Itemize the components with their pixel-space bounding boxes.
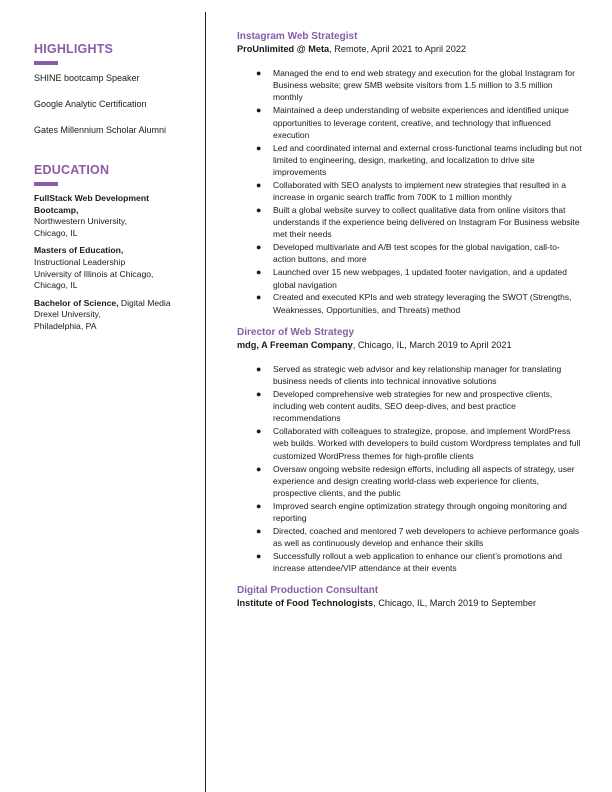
job-bullets	[256, 363, 582, 575]
job-entry	[237, 326, 582, 575]
highlights-heading-underline	[34, 61, 58, 65]
bullet-text: Successfully rollout a web application to enhance our client’s promotions and increase attendee/VIP attendance at their events	[273, 551, 563, 574]
bullet-point-icon: ●	[256, 500, 262, 511]
company-name: ProUnlimited @ Meta	[237, 44, 330, 54]
bullet-item	[256, 204, 582, 241]
bullet-text: Collaborated with colleagues to strategize, propose, and implement WordPress web builds. Worked with developers to build custom Wordpress templates and full customized WordPress themes for high-profile clients	[273, 426, 581, 461]
education-entry: Bachelor of Science, Digital Media Drexel University, Philadelphia, PA	[34, 298, 184, 333]
bullet-text: Oversaw ongoing website redesign efforts, including all aspects of strategy, user experience and design creating world-class web experience for clients, prospective clients, and the public	[273, 463, 575, 498]
bullet-item	[256, 67, 582, 104]
bullet-point-icon: ●	[256, 179, 262, 190]
bullet-text: Developed comprehensive web strategies for new and prospective clients, including web content audits, SEO deep-dives, and best practice recommendations	[273, 388, 553, 424]
job-title: Instagram Web Strategist	[237, 31, 358, 42]
bullet-text: Improved search engine optimization strategy through ongoing monitoring and reporting	[273, 500, 567, 524]
bullet-item	[256, 266, 582, 290]
highlights-heading: HIGHLIGHTS	[34, 42, 114, 56]
job-meta	[237, 339, 582, 352]
bullet-point-icon: ●	[256, 105, 262, 116]
bullet-point-icon: ●	[256, 525, 262, 536]
education-entry: FullStack Web Development Bootcamp, Northwestern University, Chicago, IL	[34, 193, 184, 239]
education-entry: Masters of Education, Instructional Leadership University of Illinois at Chicago, Chicago, IL	[34, 245, 184, 291]
job-meta	[237, 597, 582, 610]
job-entry	[237, 30, 582, 316]
bullet-text: Maintained a deep understanding of website experiences and identified unique opportunities to leverage content, creative, and technology that influenced execution	[273, 105, 569, 140]
job-details: , Chicago, IL, March 2019 to September	[373, 598, 537, 609]
bullet-item	[256, 500, 582, 524]
bullet-text: Served as strategic web advisor and key relationship manager for translating business needs of clients into technical innovative solutions	[273, 363, 562, 387]
bullet-item	[256, 291, 582, 315]
bullet-point-icon: ●	[256, 292, 262, 303]
school: Northwestern University,	[34, 216, 127, 227]
bullet-item	[256, 104, 582, 141]
bullet-point-icon: ●	[256, 363, 262, 374]
degree: Masters of Education	[34, 245, 121, 256]
bullet-text: Developed multivariate and A/B test scopes for the global navigation, call-to-action buttons, and more	[273, 242, 560, 265]
bullet-text: Built a global website survey to collect qualitative data from online visitors that understands if the experience being delivered on Instagram For Business website met their needs	[273, 204, 580, 240]
company-name: mdg, A Freeman Company	[237, 339, 353, 350]
school-location: Chicago, IL	[34, 227, 78, 238]
job-details: , Remote, April 2021 to April 2022	[329, 44, 467, 54]
column-divider	[205, 12, 206, 792]
bullet-text: Managed the end to end web strategy and execution for the global Instagram for Business website; grew SMB website visitors from 1.5 million to 3.5 million monthly	[273, 68, 575, 103]
school: Drexel University,	[34, 309, 101, 320]
bullet-point-icon: ●	[256, 68, 262, 78]
bullet-item	[256, 363, 582, 387]
bullet-text: Directed, coached and mentored 7 web developers to achieve performance goals as well as continuously develop and enhance their skills	[273, 525, 580, 549]
bullet-item	[256, 425, 582, 462]
bullet-text: Collaborated with SEO analysts to implement new strategies that resulted in a increase in organic search traffic from 700K to 1 million monthly	[273, 179, 566, 203]
bullet-point-icon: ●	[256, 242, 262, 253]
bullet-text: Launched over 15 new webpages, 1 updated footer navigation, and a updated global navigation	[273, 267, 567, 290]
degree: FullStack Web Development Bootcamp	[34, 193, 149, 215]
bullet-point-icon: ●	[256, 551, 262, 562]
bullet-point-icon: ●	[256, 388, 262, 399]
field-of-study: Digital Media	[118, 297, 171, 308]
bullet-item	[256, 241, 582, 265]
sidebar	[34, 42, 184, 339]
bullet-item	[256, 550, 582, 574]
experience-column	[237, 30, 582, 621]
bullet-item	[256, 142, 582, 179]
bullet-point-icon: ●	[256, 267, 262, 278]
job-title: Digital Production Consultant	[237, 585, 379, 597]
bullet-item	[256, 525, 582, 549]
job-details: , Chicago, IL, March 2019 to April 2021	[352, 339, 512, 350]
job-title: Director of Web Strategy	[237, 326, 355, 338]
bullet-item	[256, 179, 582, 203]
job-entry	[237, 584, 582, 610]
highlight-item: Google Analytic Certification	[34, 99, 147, 109]
highlights-section	[34, 42, 184, 136]
bullet-point-icon: ●	[256, 463, 262, 474]
job-bullets	[256, 67, 582, 316]
school-location: Philadelphia, PA	[34, 320, 97, 331]
bullet-point-icon: ●	[256, 204, 262, 215]
highlight-item: SHINE bootcamp Speaker	[34, 73, 140, 83]
degree: Bachelor of Science	[34, 297, 117, 308]
bullet-point-icon: ●	[256, 426, 262, 437]
education-heading-underline	[34, 182, 58, 186]
field-of-study: Instructional Leadership	[34, 256, 126, 267]
education-section	[34, 163, 184, 333]
highlight-item: Gates Millennium Scholar Alumni	[34, 125, 167, 135]
bullet-text: Created and executed KPIs and web strategy leveraging the SWOT (Strengths, Weaknesses, Opportunities, and Threats) method	[273, 292, 572, 315]
school: University of Illinois at Chicago,	[34, 268, 154, 279]
bullet-item	[256, 463, 582, 500]
bullet-item	[256, 388, 582, 425]
school-location: Chicago, IL	[34, 280, 78, 291]
job-meta	[237, 43, 582, 56]
bullet-point-icon: ●	[256, 142, 262, 153]
company-name: Institute of Food Technologists	[237, 598, 374, 609]
bullet-text: Led and coordinated internal and external cross-functional teams including but not limited to engineering, design, marketing, and localization to drive site improvements	[273, 142, 582, 177]
education-heading: EDUCATION	[34, 163, 110, 177]
